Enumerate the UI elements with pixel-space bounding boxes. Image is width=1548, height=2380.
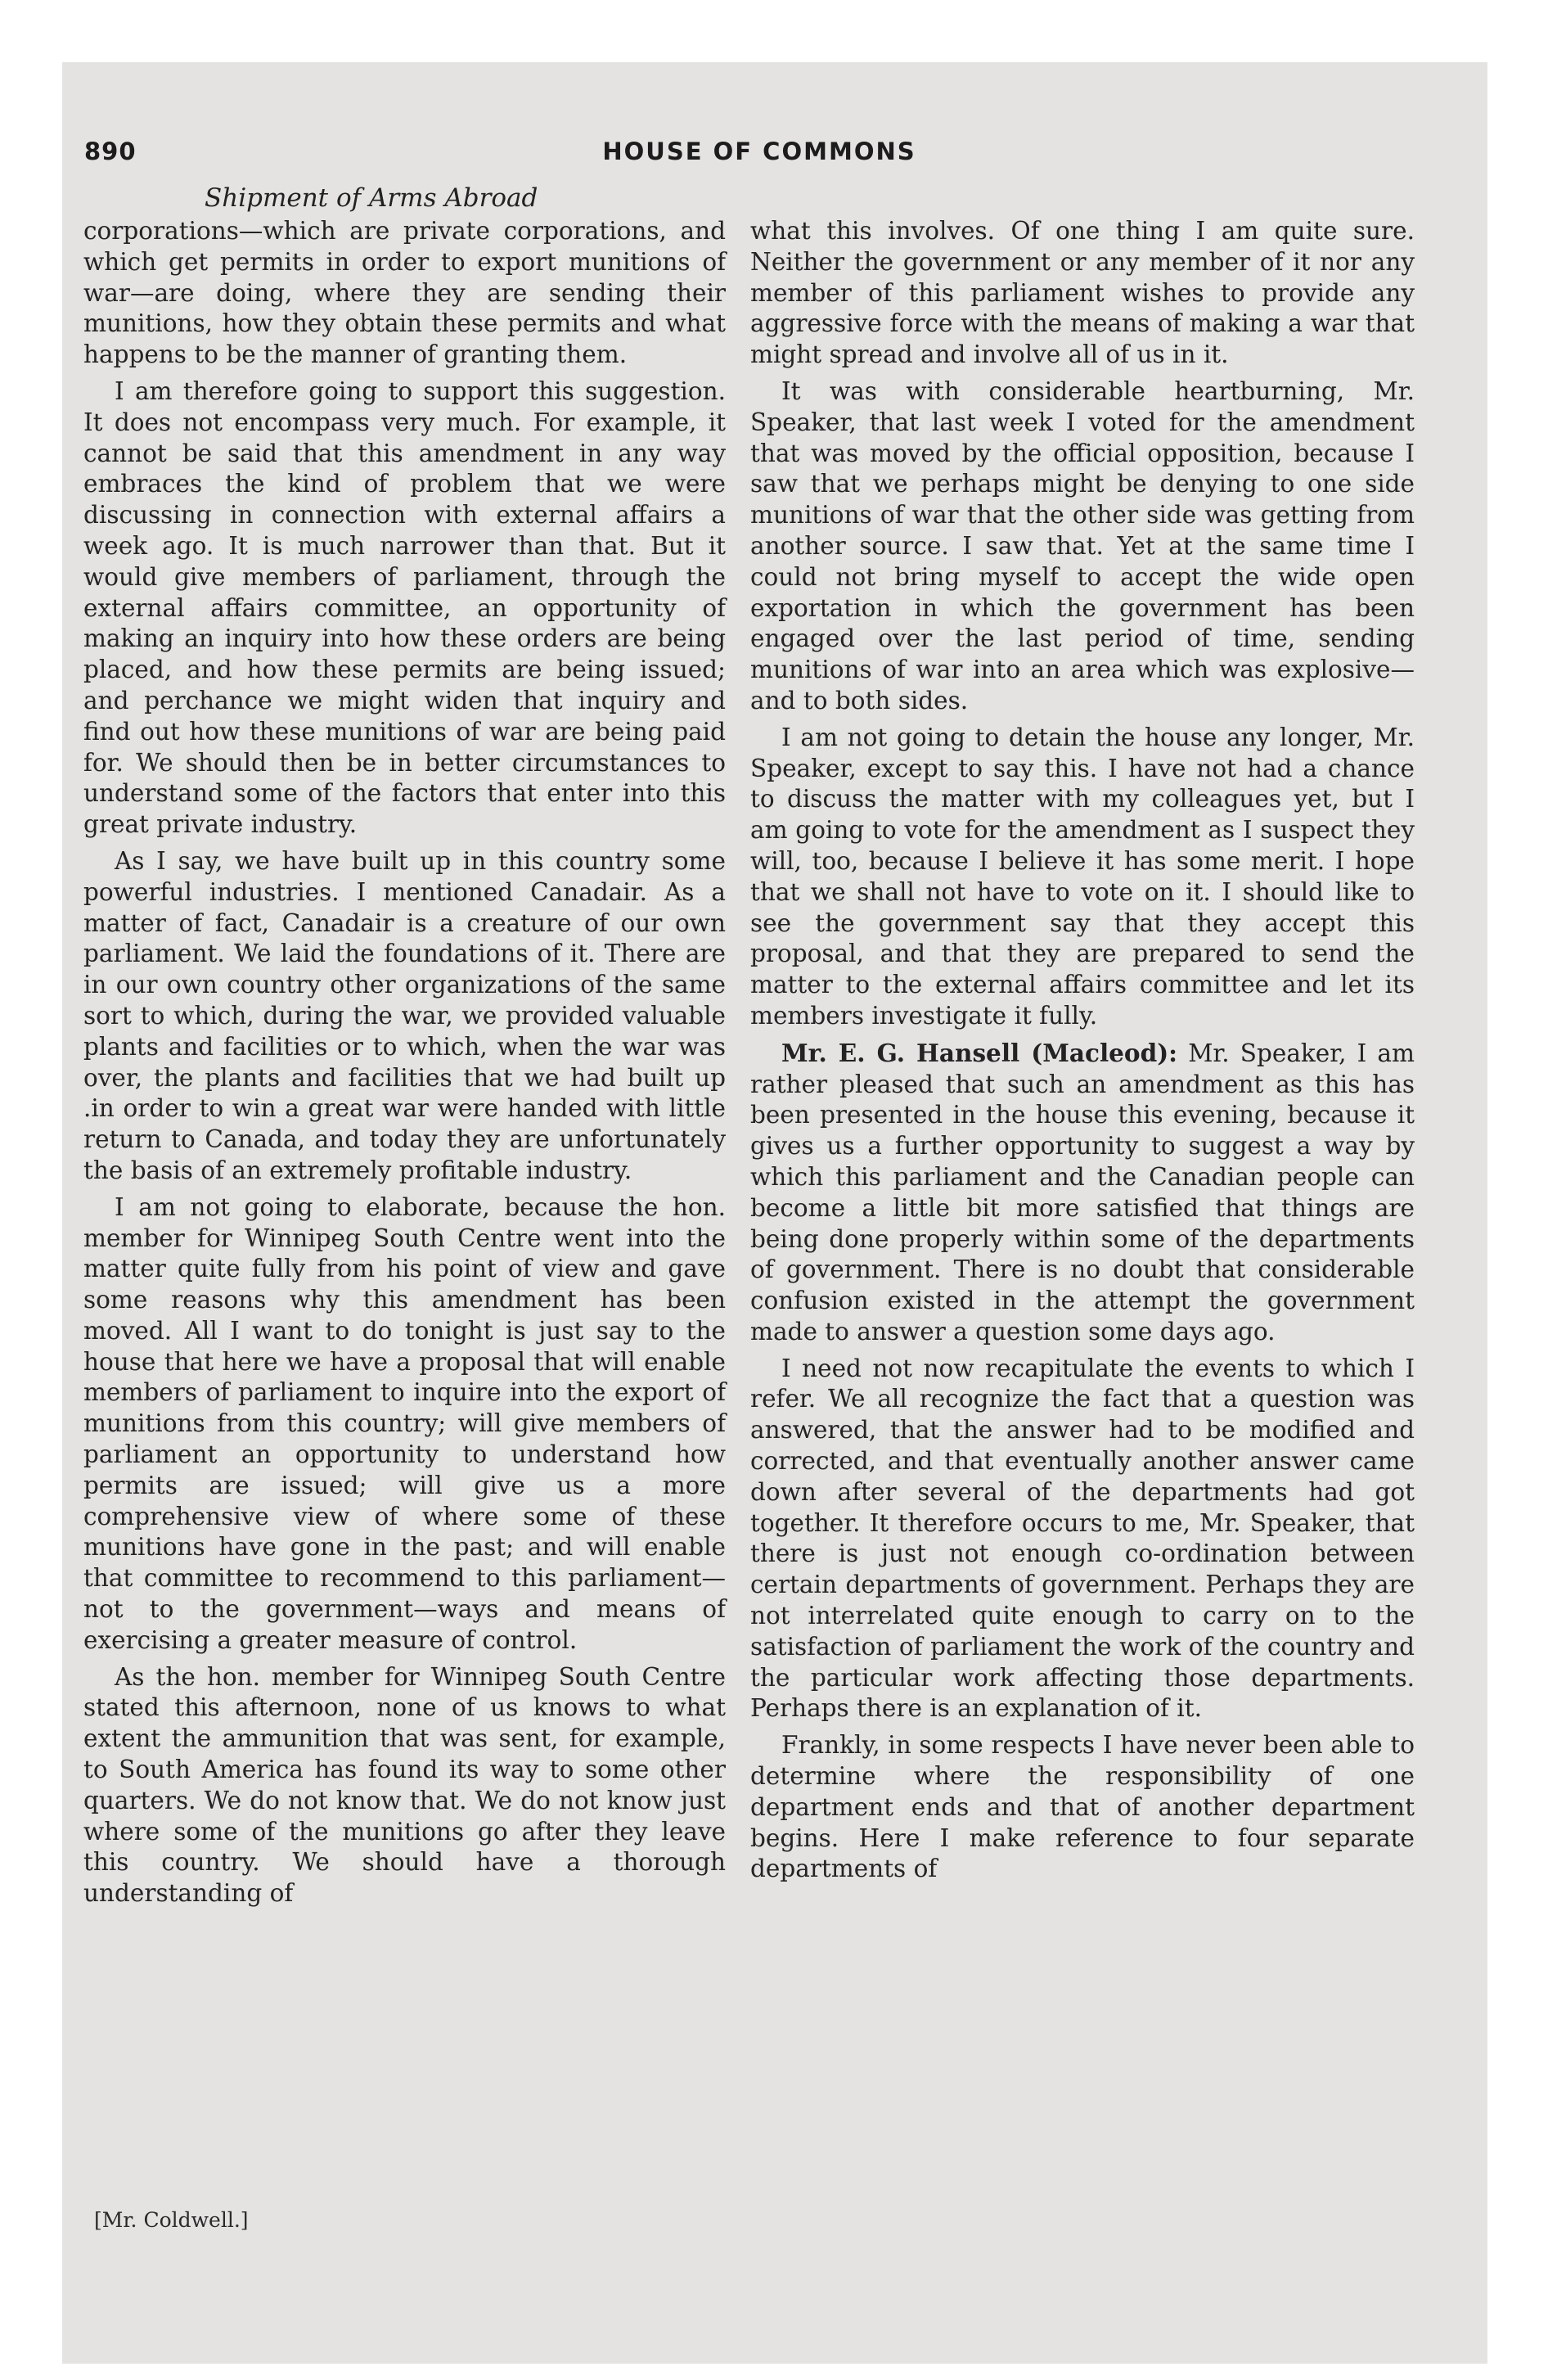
paragraph: I am not going to detain the house any longer, Mr. Speaker, except to say this. I have not had a chance to discuss the matter with my colleagues yet, but I am going to vote for the amendment as I suspect they will, too, because I believe it has some merit. I hope that we shall not have to vote on it. I should like to see the government say that they accept this proposal, and that they are prepared to send the matter to the external affairs committee and let its members investigate it fully. <box>750 723 1415 1030</box>
speech-paragraph <box>750 1038 1415 1348</box>
running-title: HOUSE OF COMMONS <box>602 137 916 165</box>
page-number: 890 <box>84 137 137 165</box>
paragraph: As I say, we have built up in this country some powerful industries. I mentioned Canadair. As a matter of fact, Canadair is a creature of our own parliament. We laid the foundations of it. There are in our own country other organizations of the same sort to which, during the war, we provided valuable plants and facilities or to which, when the war was over, the plants and facilities that we had built up .in order to win a great war were handed with little return to Canada, and today they are unfortunately the basis of an extremely profitable industry. <box>83 846 726 1184</box>
paragraph: Frankly, in some respects I have never been able to determine where the responsibility of one department ends and that of another department begins. Here I make reference to four separate departments of <box>750 1731 1415 1883</box>
paragraph: It was with considerable heartburning, Mr. Speaker, that last week I voted for the amendment that was moved by the official opposition, because I saw that we perhaps might be denying to one side munitions of war that the other side was getting from another source. I saw that. Yet at the same time I could not bring myself to accept the wide open exportation in which the government has been engaged over the last period of time, sending munitions of war into an area which was explosive—and to both sides. <box>750 376 1415 714</box>
footer-attribution: [Mr. Coldwell.] <box>94 2208 249 2232</box>
left-column <box>83 216 726 1915</box>
page-header <box>84 137 1434 178</box>
paragraph: I am therefore going to support this suggestion. It does not encompass very much. For example, it cannot be said that this amendment in any way embraces the kind of problem that we were discussing in connection with external affairs a week ago. It is much narrower than that. But it would give members of parliament, through the external affairs committee, an opportunity of making an inquiry into how these orders are being placed, and how these permits are being issued; and perchance we might widen that inquiry and find out how these munitions of war are being paid for. We should then be in better circumstances to understand some of the factors that enter into this great private industry. <box>83 376 726 839</box>
right-column <box>750 216 1415 1891</box>
paragraph: corporations—which are private corporations, and which get permits in order to export munitions of war—are doing, where they are sending their munitions, how they obtain these permits and what happens to be the manner of granting them. <box>83 217 726 369</box>
paragraph: As the hon. member for Winnipeg South Centre stated this afternoon, none of us knows to what extent the ammunition that was sent, for example, to South America has found its way to some other quarters. We do not know that. We do not know just where some of the munitions go after they leave this country. We should have a thorough understanding of <box>83 1662 726 1908</box>
speaker-name: Mr. E. G. Hansell (Macleod): <box>781 1038 1178 1067</box>
paragraph: what this involves. Of one thing I am quite sure. Neither the government or any member of it nor any member of this parliament wishes to provide any aggressive force with the means of making a war that might spread and involve all of us in it. <box>750 217 1415 369</box>
subject-heading: Shipment of Arms Abroad <box>205 183 538 213</box>
speech-text: Mr. Speaker, I am rather pleased that such an amendment as this has been presented in the house this evening, because it gives us a further opportunity to suggest a way by which this parliament and the Canadian people can become a little bit more satisfied that things are being done properly within some of the departments of government. There is no doubt that considerable confusion existed in the attempt the government made to answer a question some days ago. <box>750 1039 1415 1346</box>
paragraph: I am not going to elaborate, because the hon. member for Winnipeg South Centre went into the matter quite fully from his point of view and gave some reasons why this amendment has been moved. All I want to do tonight is just say to the house that here we have a proposal that will enable members of parliament to inquire into the export of munitions from this country; will give members of parliament an opportunity to understand how permits are issued; will give us a more comprehensive view of where some of these munitions have gone in the past; and will enable that committee to recommend to this parliament—not to the government—ways and means of exercising a greater measure of control. <box>83 1192 726 1654</box>
paragraph: I need not now recapitulate the events to which I refer. We all recognize the fact that a question was answered, that the answer had to be modified and corrected, and that eventually another answer came down after several of the departments had got together. It therefore occurs to me, Mr. Speaker, that there is just not enough co-ordination between certain departments of government. Perhaps they are not interrelated quite enough to carry on to the satisfaction of parliament the work of the country and the particular work affecting those departments. Perhaps there is an explanation of it. <box>750 1354 1415 1723</box>
